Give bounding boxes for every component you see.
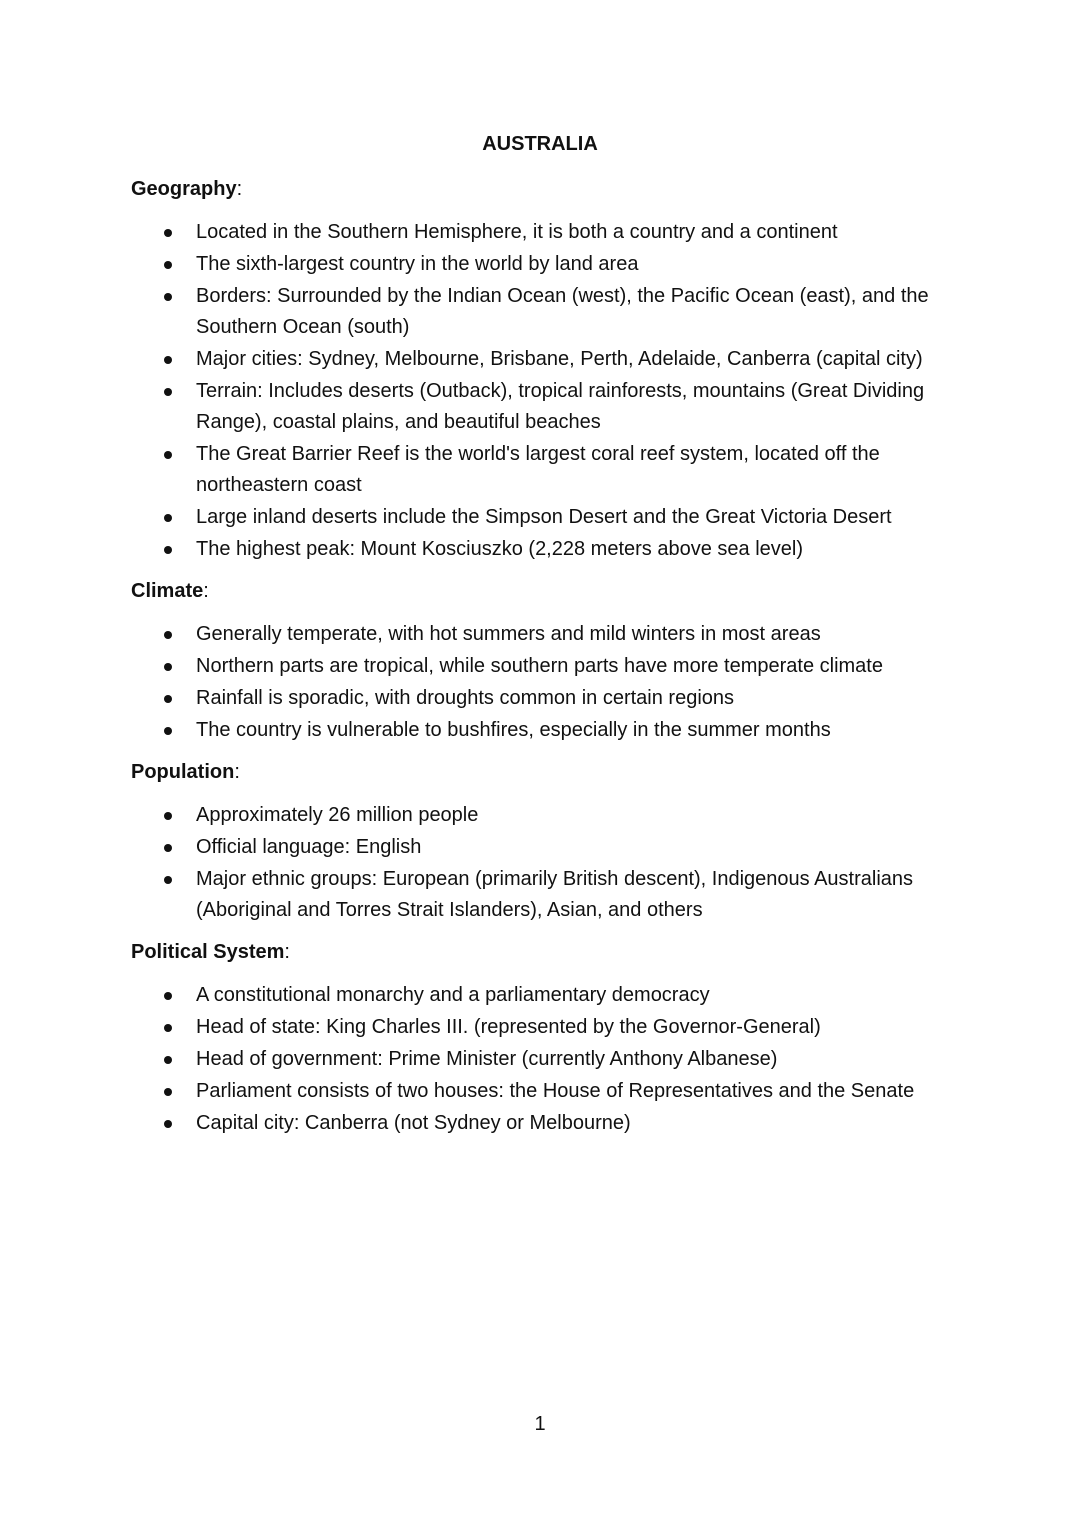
- section-heading: Population:: [131, 761, 240, 783]
- bullet-icon: [164, 631, 172, 639]
- section-political-system: [131, 939, 961, 1139]
- bullet-icon: [164, 514, 172, 522]
- section-climate: [131, 578, 961, 746]
- bullet-icon: [164, 876, 172, 884]
- list-item: [131, 217, 961, 248]
- section-geography: [131, 176, 961, 565]
- page-number: 1: [534, 1413, 546, 1435]
- bullet-list: [131, 980, 961, 1139]
- document-title: AUSTRALIA: [482, 133, 598, 155]
- section-heading: Political System:: [131, 941, 290, 963]
- list-item-text: Large inland deserts include the Simpson Desert and the Great Victoria Desert: [196, 506, 892, 528]
- list-item-text: Generally temperate, with hot summers and mild winters in most areas: [196, 623, 821, 645]
- section-population: [131, 759, 961, 926]
- section-heading: Climate:: [131, 580, 209, 602]
- list-item-text: Capital city: Canberra (not Sydney or Melbourne): [196, 1112, 631, 1134]
- bullet-icon: [164, 844, 172, 852]
- list-item: [131, 249, 961, 280]
- bullet-icon: [164, 388, 172, 396]
- list-item: [131, 800, 961, 831]
- list-item-text: Major cities: Sydney, Melbourne, Brisbane, Perth, Adelaide, Canberra (capital city): [196, 348, 923, 370]
- bullet-icon: [164, 695, 172, 703]
- bullet-icon: [164, 727, 172, 735]
- list-item-text: Located in the Southern Hemisphere, it is both a country and a continent: [196, 221, 838, 243]
- bullet-icon: [164, 1088, 172, 1096]
- list-item-text: The country is vulnerable to bushfires, especially in the summer months: [196, 719, 831, 741]
- bullet-list: [131, 800, 961, 926]
- bullet-icon: [164, 451, 172, 459]
- section-heading: Geography:: [131, 178, 243, 200]
- bullet-icon: [164, 293, 172, 301]
- list-item: [131, 651, 961, 682]
- list-item: [131, 683, 961, 714]
- section-heading-text: Geography: [131, 178, 237, 200]
- list-item-text: The Great Barrier Reef is the world's largest coral reef system, located off the northeastern coast: [196, 443, 880, 496]
- list-item-text: The highest peak: Mount Kosciuszko (2,228 meters above sea level): [196, 538, 803, 560]
- list-item: [131, 439, 961, 501]
- document-body: [131, 176, 961, 1152]
- bullet-icon: [164, 992, 172, 1000]
- list-item: [131, 864, 961, 926]
- list-item: [131, 534, 961, 565]
- list-item: [131, 980, 961, 1011]
- list-item: [131, 832, 961, 863]
- bullet-icon: [164, 1056, 172, 1064]
- list-item: [131, 1108, 961, 1139]
- list-item-text: Approximately 26 million people: [196, 804, 479, 826]
- bullet-icon: [164, 663, 172, 671]
- bullet-list: [131, 619, 961, 746]
- section-heading-text: Population: [131, 761, 235, 783]
- section-heading-text: Climate: [131, 580, 204, 602]
- list-item-text: Parliament consists of two houses: the House of Representatives and the Senate: [196, 1080, 915, 1102]
- list-item: [131, 1076, 961, 1107]
- list-item-text: Northern parts are tropical, while southern parts have more temperate climate: [196, 655, 883, 677]
- list-item-text: Major ethnic groups: European (primarily British descent), Indigenous Australians (Aboriginal and Torres Strait Islanders), Asian, and others: [196, 868, 914, 921]
- list-item-text: The sixth-largest country in the world by land area: [196, 253, 639, 275]
- list-item-text: Terrain: Includes deserts (Outback), tropical rainforests, mountains (Great Dividing Range), coastal plains, and beautiful beaches: [196, 380, 925, 433]
- list-item-text: Rainfall is sporadic, with droughts common in certain regions: [196, 687, 735, 709]
- list-item: [131, 619, 961, 650]
- list-item: [131, 1012, 961, 1043]
- list-item: [131, 715, 961, 746]
- bullet-icon: [164, 1024, 172, 1032]
- list-item-text: Official language: English: [196, 836, 422, 858]
- bullet-icon: [164, 812, 172, 820]
- bullet-list: [131, 217, 961, 565]
- section-heading-text: Political System: [131, 941, 285, 963]
- list-item-text: Head of government: Prime Minister (currently Anthony Albanese): [196, 1048, 778, 1070]
- list-item-text: Head of state: King Charles III. (represented by the Governor-General): [196, 1016, 821, 1038]
- list-item: [131, 281, 961, 343]
- list-item-text: A constitutional monarchy and a parliamentary democracy: [196, 984, 710, 1006]
- bullet-icon: [164, 356, 172, 364]
- bullet-icon: [164, 546, 172, 554]
- bullet-icon: [164, 229, 172, 237]
- list-item: [131, 376, 961, 438]
- list-item-text: Borders: Surrounded by the Indian Ocean (west), the Pacific Ocean (east), and the Southern Ocean (south): [196, 285, 929, 338]
- list-item: [131, 1044, 961, 1075]
- list-item: [131, 502, 961, 533]
- bullet-icon: [164, 261, 172, 269]
- list-item: [131, 344, 961, 375]
- bullet-icon: [164, 1120, 172, 1128]
